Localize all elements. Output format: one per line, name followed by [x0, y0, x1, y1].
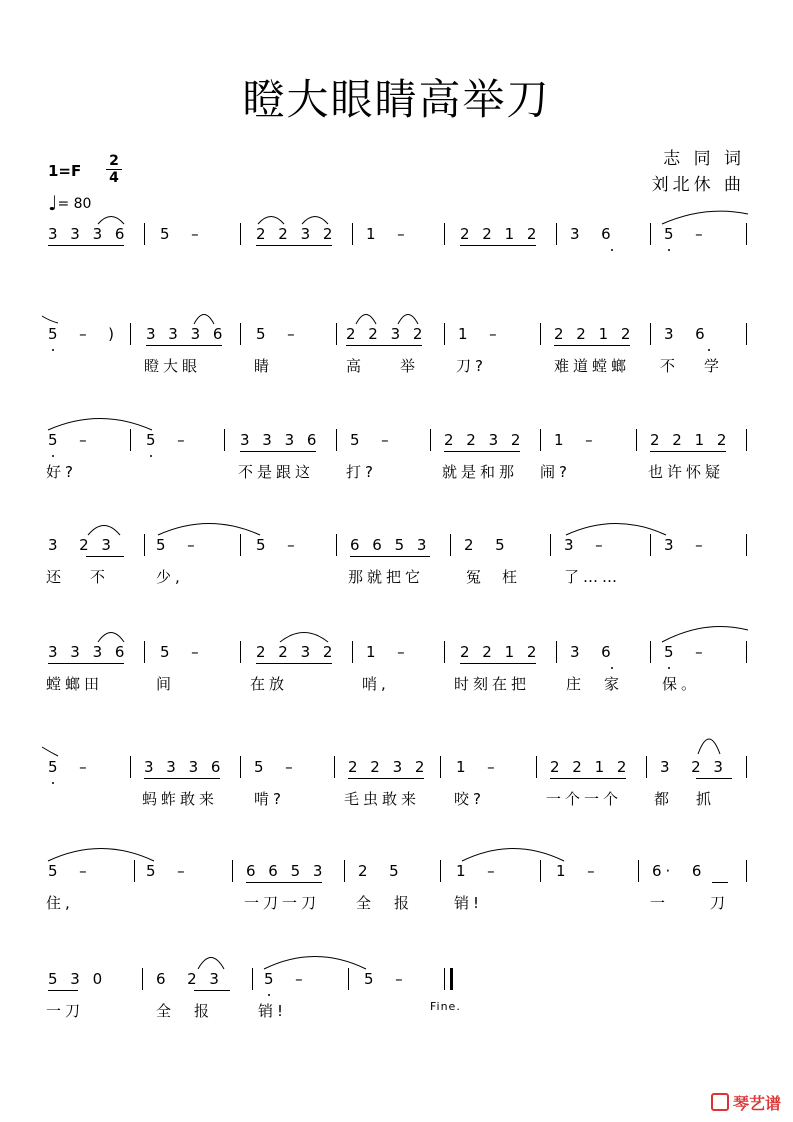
barline [336, 534, 337, 556]
lyric: 打? [346, 463, 377, 481]
lyric: 咬? [454, 790, 485, 808]
staff-system-3 [0, 431, 793, 531]
quarter-note-icon: ♩ [48, 191, 58, 215]
low-octave-dot [52, 782, 54, 784]
tie-mark [40, 744, 60, 758]
barline [336, 429, 337, 451]
barline [650, 534, 651, 556]
lyric: 了…… [564, 568, 622, 586]
lyric: 也许怀疑 [648, 463, 725, 481]
barline [746, 223, 747, 245]
beam [240, 451, 316, 452]
lyric: 高 [346, 357, 366, 375]
barline [440, 756, 441, 778]
lyric: 举 [400, 357, 420, 375]
low-octave-dot [611, 249, 613, 251]
barline [240, 641, 241, 663]
low-octave-dot [52, 455, 54, 457]
logo-text: 琴艺谱 [732, 1094, 781, 1113]
measure-7: 3 – [664, 536, 707, 554]
measure-7: 2 2 1 2 [650, 431, 731, 449]
measure-6: 2 2 1 2 [550, 758, 631, 776]
barline [444, 223, 445, 245]
measure-4: 1 – [366, 225, 409, 243]
barline [650, 641, 651, 663]
barline [134, 860, 135, 882]
tie-mark [262, 952, 368, 970]
barline [540, 860, 541, 882]
lyric: 在放 [250, 675, 289, 693]
barline [224, 429, 225, 451]
barline [348, 968, 349, 990]
beam [146, 345, 222, 346]
tie-mark [46, 415, 154, 431]
beam [256, 245, 332, 246]
measure-2: 6 2 3 [156, 970, 223, 988]
measure-2: 3 3 3 6 [144, 758, 225, 776]
barline [646, 756, 647, 778]
measure-3: 3 3 3 6 [240, 431, 321, 449]
measure-2: 3 3 3 6 [146, 325, 227, 343]
lyric: 庄 [566, 675, 586, 693]
measure-5: 2 2 1 2 [460, 643, 541, 661]
measure-2: 5 – [146, 431, 189, 449]
lyric: 都 [654, 790, 674, 808]
measure-6: 1 – [554, 431, 597, 449]
beam [48, 990, 78, 991]
tie-mark [96, 629, 126, 643]
measure-3: 5 – [256, 325, 299, 343]
lyric: 睛 [254, 357, 274, 375]
lyric: 一刀 [46, 1002, 85, 1020]
beam [194, 990, 230, 991]
lyric: 刀 [710, 894, 730, 912]
tie-mark [396, 311, 420, 325]
measure-6: 2 2 1 2 [554, 325, 635, 343]
beam [554, 345, 630, 346]
beam [348, 778, 424, 779]
lyric: 哨, [362, 675, 390, 693]
barline [352, 641, 353, 663]
measure-4: 2 2 3 2 [346, 325, 427, 343]
staff-system-4 [0, 536, 793, 636]
beam [86, 556, 124, 557]
lyric: 销! [454, 894, 484, 912]
tie-mark [40, 313, 60, 325]
beam [460, 245, 536, 246]
tie-mark [156, 520, 262, 536]
logo [711, 1091, 781, 1114]
measure-5: 2 5 [464, 536, 509, 554]
measure-6: 3 6 [570, 643, 615, 661]
lyric: 螳螂田 [46, 675, 104, 693]
page-title: 瞪大眼睛高举刀 [242, 75, 551, 124]
barline [144, 223, 145, 245]
beam [256, 663, 332, 664]
time-signature-bottom: 4 [109, 170, 119, 186]
barline [650, 323, 651, 345]
measure-1: 3 3 3 6 [48, 225, 129, 243]
barline [130, 429, 131, 451]
measure-5: 1 – [458, 325, 501, 343]
tie-mark [660, 627, 750, 643]
barline [444, 323, 445, 345]
lyric: 一 [650, 894, 670, 912]
lyric: 难道螳螂 [554, 357, 631, 375]
lyric: 抓 [696, 790, 716, 808]
tie-mark [96, 213, 126, 225]
measure-5: 1 – [456, 758, 499, 776]
measure-7: 3 2 3 [660, 758, 727, 776]
measure-1: 5 – ) [48, 325, 118, 343]
measure-3: 2 2 3 2 [256, 225, 337, 243]
measure-2: 5 – [146, 862, 189, 880]
tie-mark [660, 211, 750, 225]
tempo-marking [48, 191, 92, 215]
key-signature: 1=F [48, 162, 82, 180]
tie-mark [46, 844, 156, 862]
measure-2: 5 – [160, 225, 203, 243]
measure-1: 5 – [48, 431, 91, 449]
beam [696, 778, 732, 779]
time-signature-top: 2 [109, 153, 119, 169]
tie-mark [564, 520, 668, 536]
fine-marking: Fine. [430, 1000, 461, 1013]
measure-5: 2 2 1 2 [460, 225, 541, 243]
tie-mark [196, 954, 226, 970]
lyric: 间 [156, 675, 176, 693]
barline [556, 641, 557, 663]
lyric: 住, [46, 894, 74, 912]
barline [636, 429, 637, 451]
low-octave-dot [268, 994, 270, 996]
lyric: 枉 [502, 568, 522, 586]
staff-system-6 [0, 758, 793, 858]
lyric: 好? [46, 463, 77, 481]
measure-6: 3 6 [570, 225, 615, 243]
measure-4: 2 2 3 2 [348, 758, 429, 776]
beam [144, 778, 220, 779]
lyric: 毛虫敢来 [344, 790, 421, 808]
lyric: 不是跟这 [238, 463, 315, 481]
lyric: 闹? [540, 463, 571, 481]
barline [746, 429, 747, 451]
lyric: 不 [90, 568, 110, 586]
beam [246, 882, 322, 883]
final-barline [444, 968, 445, 990]
barline [344, 860, 345, 882]
lyric: 全 [156, 1002, 176, 1020]
lyric: 那就把它 [348, 568, 425, 586]
barline [130, 323, 131, 345]
barline [252, 968, 253, 990]
barline [144, 641, 145, 663]
low-octave-dot [668, 667, 670, 669]
barline [334, 756, 335, 778]
barline [240, 223, 241, 245]
tie-mark [460, 844, 566, 862]
beam [48, 245, 124, 246]
lyric: 全 [356, 894, 376, 912]
measure-1: 5 – [48, 862, 91, 880]
measure-2: 5 – [160, 643, 203, 661]
staff-system-2 [0, 325, 793, 425]
low-octave-dot [150, 455, 152, 457]
measure-4: 2 5 [358, 862, 403, 880]
lyric: 瞪大眼 [144, 357, 202, 375]
low-octave-dot [708, 349, 710, 351]
tie-mark [354, 311, 378, 325]
credits [652, 146, 745, 198]
measure-4: 6 6 5 3 [350, 536, 431, 554]
barline [540, 429, 541, 451]
barline [650, 223, 651, 245]
tie-mark [256, 213, 286, 225]
lyric: 蚂蚱敢来 [142, 790, 219, 808]
lyric: 家 [604, 675, 624, 693]
lyric: 报 [394, 894, 414, 912]
barline [746, 756, 747, 778]
measure-5: 2 2 3 2 [444, 431, 525, 449]
lyricist: 志 同 词 [663, 149, 745, 169]
lyric: 刀? [456, 357, 487, 375]
tempo-value: = 80 [57, 196, 92, 212]
staff-system-8 [0, 970, 793, 1070]
lyric: 就是和那 [442, 463, 519, 481]
barline [142, 968, 143, 990]
measure-1: 5 – [48, 758, 91, 776]
lyric: 学 [704, 357, 724, 375]
measure-1: 5 3 0 [48, 970, 107, 988]
beam [650, 451, 726, 452]
lyric: 报 [194, 1002, 214, 1020]
lyric: 不 [660, 357, 680, 375]
barline [144, 534, 145, 556]
lyric: 一刀一刀 [244, 894, 321, 912]
staff-system-5 [0, 643, 793, 743]
barline [440, 860, 441, 882]
measure-4: 1 – [366, 643, 409, 661]
barline [130, 756, 131, 778]
measure-7: 5 – [664, 643, 707, 661]
measure-2: 5 – [156, 536, 199, 554]
measure-3: 6 6 5 3 [246, 862, 327, 880]
measure-7: 6· 6 [652, 862, 706, 880]
barline [336, 323, 337, 345]
lyric: 时刻在把 [454, 675, 531, 693]
barline [746, 860, 747, 882]
lyric: 少, [156, 568, 184, 586]
beam [550, 778, 626, 779]
barline [430, 429, 431, 451]
lyric: 还 [46, 568, 66, 586]
beam [346, 345, 422, 346]
staff-system-1 [0, 225, 793, 325]
measure-5: 1 – [456, 862, 499, 880]
beam [712, 882, 728, 883]
piano-logo-icon [711, 1093, 729, 1111]
low-octave-dot [52, 349, 54, 351]
tie-mark [300, 213, 330, 225]
low-octave-dot [668, 249, 670, 251]
composer: 刘北休 曲 [651, 175, 745, 195]
staff-system-7 [0, 862, 793, 962]
lyric: 销! [258, 1002, 288, 1020]
beam [460, 663, 536, 664]
measure-3: 5 – [254, 758, 297, 776]
measure-1: 3 3 3 6 [48, 643, 129, 661]
measure-6: 1 – [556, 862, 599, 880]
measure-3: 5 – [264, 970, 307, 988]
barline [232, 860, 233, 882]
barline [638, 860, 639, 882]
beam [48, 663, 124, 664]
lyric: 冤 [466, 568, 486, 586]
beam [350, 556, 430, 557]
barline [240, 534, 241, 556]
tie-mark [278, 629, 330, 643]
low-octave-dot [611, 667, 613, 669]
lyric: 保。 [662, 675, 701, 693]
barline [450, 534, 451, 556]
barline [746, 641, 747, 663]
tie-mark [86, 522, 122, 536]
measure-4: 5 – [364, 970, 407, 988]
barline [746, 534, 747, 556]
barline [536, 756, 537, 778]
measure-1: 3 2 3 [48, 536, 115, 554]
measure-6: 3 – [564, 536, 607, 554]
barline [746, 323, 747, 345]
barline [240, 756, 241, 778]
measure-3: 2 2 3 2 [256, 643, 337, 661]
tie-mark [192, 311, 216, 325]
barline [556, 223, 557, 245]
barline [444, 641, 445, 663]
barline [240, 323, 241, 345]
barline [352, 223, 353, 245]
time-signature [106, 154, 122, 185]
final-barline [450, 968, 453, 990]
lyric: 一个一个 [546, 790, 623, 808]
tie-mark [696, 734, 722, 756]
lyric: 啃? [254, 790, 285, 808]
beam [444, 451, 520, 452]
barline [550, 534, 551, 556]
measure-7: 5 – [664, 225, 707, 243]
barline [540, 323, 541, 345]
measure-4: 5 – [350, 431, 393, 449]
measure-7: 3 6 [664, 325, 709, 343]
measure-3: 5 – [256, 536, 299, 554]
